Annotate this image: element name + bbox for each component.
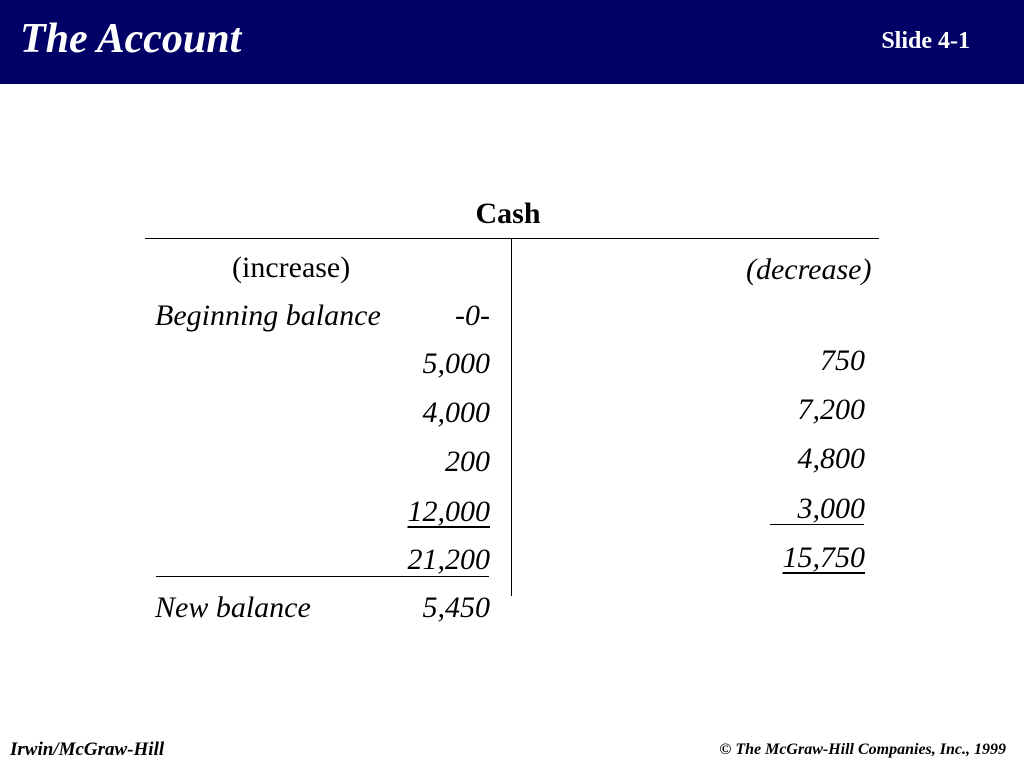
decrease-heading: (decrease) [746, 253, 872, 286]
increase-entry-4: 12,000 [407, 495, 490, 528]
slide-number: Slide 4-1 [881, 28, 970, 54]
account-name: Cash [475, 197, 541, 230]
decrease-entry-2: 7,200 [797, 393, 865, 426]
t-account-vertical-line [511, 238, 512, 596]
increase-heading: (increase) [232, 251, 351, 284]
header-bar [0, 0, 1024, 84]
decrease-entry-1: 750 [820, 344, 865, 377]
t-account-horizontal-line [145, 238, 879, 239]
slide-title: The Account [20, 16, 242, 62]
footer-publisher: Irwin/McGraw-Hill [10, 739, 165, 760]
increase-entry-2: 4,000 [422, 396, 490, 429]
decrease-entry-3: 4,800 [797, 442, 865, 475]
total-underline [156, 576, 489, 577]
footer-copyright: © The McGraw-Hill Companies, Inc., 1999 [719, 741, 1006, 758]
decrease-total: 15,750 [782, 541, 865, 574]
decrease-entry-4-underline [770, 524, 864, 525]
beginning-balance-label: Beginning balance [155, 299, 381, 332]
increase-entry-1: 5,000 [422, 347, 490, 380]
increase-entry-3: 200 [445, 445, 490, 478]
new-balance-value: 5,450 [422, 591, 490, 624]
new-balance-label: New balance [155, 591, 311, 624]
beginning-balance-value: -0- [455, 299, 490, 332]
increase-total: 21,200 [407, 543, 490, 576]
decrease-entry-4: 3,000 [797, 492, 865, 525]
